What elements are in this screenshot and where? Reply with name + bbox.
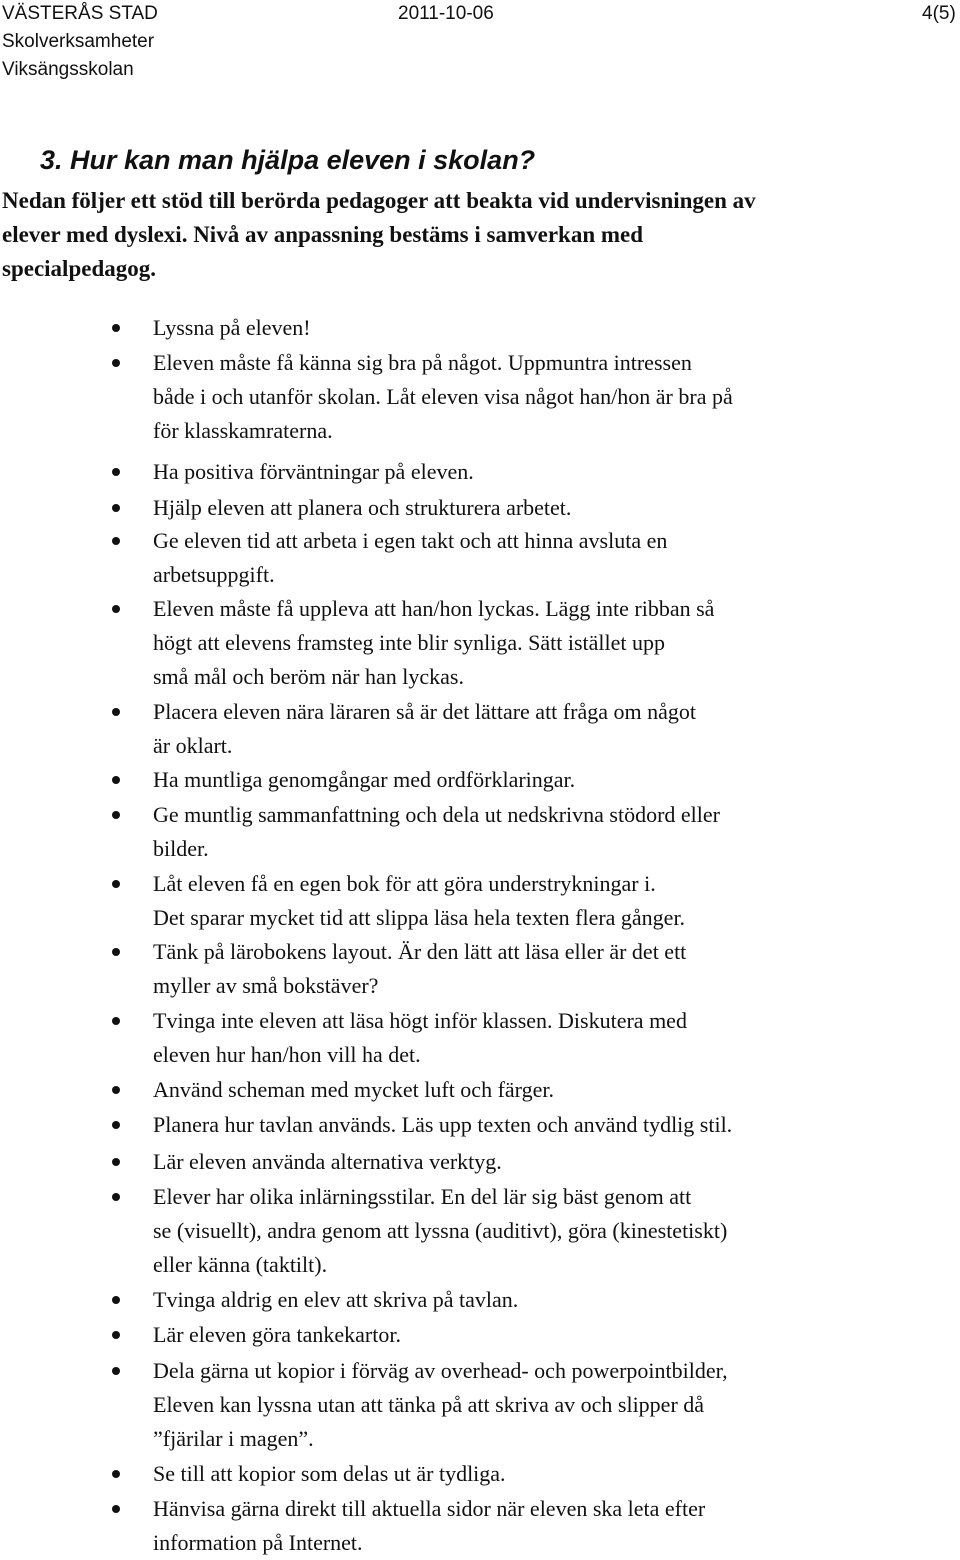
bullet-icon <box>112 708 120 716</box>
list-item-line: Tvinga inte eleven att läsa högt inför klassen. Diskutera med <box>153 1008 687 1033</box>
list-item-line: Använd scheman med mycket luft och färger. <box>153 1077 554 1102</box>
list-item-text <box>153 346 853 448</box>
list-item-text <box>153 1318 853 1352</box>
document-header-organization <box>2 0 158 84</box>
list-item-text <box>153 695 853 763</box>
list-item-line: Ge muntlig sammanfattning och dela ut nedskrivna stödord eller <box>153 802 720 827</box>
bullet-icon <box>112 359 120 367</box>
list-item-line: Ha positiva förväntningar på eleven. <box>153 459 474 484</box>
list-item-line: Lyssna på eleven! <box>153 315 311 340</box>
bullet-icon <box>112 468 120 476</box>
list-item-text <box>153 1354 853 1456</box>
bullet-icon <box>112 1505 120 1513</box>
list-item-line: Tvinga aldrig en elev att skriva på tavlan. <box>153 1287 519 1312</box>
list-item-line: Planera hur tavlan används. Läs upp texten och använd tydlig stil. <box>153 1112 733 1137</box>
list-item-line: Eleven måste få uppleva att han/hon lyckas. Lägg inte ribban så <box>153 596 715 621</box>
bullet-icon <box>112 1470 120 1478</box>
list-item-line: både i och utanför skolan. Låt eleven visa något han/hon är bra på <box>153 384 733 409</box>
bullet-icon <box>112 1158 120 1166</box>
list-item <box>0 592 960 694</box>
list-item <box>0 867 960 935</box>
list-item <box>0 455 960 489</box>
list-item-line: myller av små bokstäver? <box>153 973 379 998</box>
list-item-text <box>153 867 853 935</box>
list-item-text <box>153 1492 853 1560</box>
list-item-text <box>153 935 853 1003</box>
list-item-line: ”fjärilar i magen”. <box>153 1426 314 1451</box>
list-item-line: små mål och beröm när han lyckas. <box>153 664 464 689</box>
list-item-text <box>153 1108 853 1142</box>
list-item-text <box>153 491 853 525</box>
list-item-line: Det sparar mycket tid att slippa läsa hela texten flera gånger. <box>153 905 686 930</box>
intro-line: specialpedagog. <box>2 256 156 281</box>
list-item-text <box>153 311 853 345</box>
list-item-line: Se till att kopior som delas ut är tydliga. <box>153 1461 506 1486</box>
header-page-number: 4(5) <box>922 3 956 24</box>
list-item-text <box>153 1457 853 1491</box>
list-item-text <box>153 592 853 694</box>
list-item <box>0 935 960 1003</box>
list-item-line: Ge eleven tid att arbeta i egen takt och att hinna avsluta en <box>153 528 668 553</box>
list-item-line: Dela gärna ut kopior i förväg av overhead- och powerpointbilder, <box>153 1358 728 1383</box>
list-item <box>0 524 960 592</box>
bullet-icon <box>112 1296 120 1304</box>
bullet-icon <box>112 1017 120 1025</box>
list-item-text <box>153 763 853 797</box>
list-item <box>0 1145 960 1179</box>
header-date: 2011-10-06 <box>398 3 494 24</box>
list-item-line: Placera eleven nära läraren så är det lättare att fråga om något <box>153 699 696 724</box>
bullet-icon <box>112 1193 120 1201</box>
bullet-icon <box>112 880 120 888</box>
bullet-icon <box>112 324 120 332</box>
list-item <box>0 1073 960 1107</box>
list-item-text <box>153 1145 853 1179</box>
list-item-line: högt att elevens framsteg inte blir synliga. Sätt istället upp <box>153 630 666 655</box>
list-item-line: är oklart. <box>153 733 233 758</box>
bullet-icon <box>112 1331 120 1339</box>
list-item-line: Lär eleven göra tankekartor. <box>153 1322 401 1347</box>
bullet-icon <box>112 776 120 784</box>
list-item <box>0 798 960 866</box>
list-item <box>0 1354 960 1456</box>
list-item-text <box>153 1180 853 1282</box>
list-item <box>0 763 960 797</box>
bullet-icon <box>112 537 120 545</box>
list-item <box>0 346 960 448</box>
list-item <box>0 491 960 525</box>
header-org-city: VÄSTERÅS STAD <box>2 3 158 24</box>
list-item-text <box>153 1004 853 1072</box>
list-item-line: Eleven måste få känna sig bra på något. Uppmuntra intressen <box>153 350 692 375</box>
list-item-line: se (visuellt), andra genom att lyssna (auditivt), göra (kinestetiskt) <box>153 1218 728 1243</box>
list-item <box>0 1180 960 1282</box>
list-item-line: Elever har olika inlärningsstilar. En del lär sig bäst genom att <box>153 1184 692 1209</box>
list-item-line: Tänk på lärobokens layout. Är den lätt att läsa eller är det ett <box>153 939 687 964</box>
bullet-icon <box>112 1121 120 1129</box>
list-item <box>0 1492 960 1560</box>
list-item <box>0 1004 960 1072</box>
bullet-icon <box>112 1367 120 1375</box>
header-org-department: Skolverksamheter <box>2 31 155 52</box>
list-item <box>0 1457 960 1491</box>
list-item-text <box>153 524 853 592</box>
list-item-line: bilder. <box>153 836 209 861</box>
list-item <box>0 1283 960 1317</box>
list-item-line: Lär eleven använda alternativa verktyg. <box>153 1149 502 1174</box>
list-item-text <box>153 455 853 489</box>
section-intro <box>2 184 862 286</box>
list-item-line: information på Internet. <box>153 1530 363 1555</box>
bullet-icon <box>112 605 120 613</box>
list-item-line: arbetsuppgift. <box>153 562 275 587</box>
list-item-line: Hänvisa gärna direkt till aktuella sidor när eleven ska leta efter <box>153 1496 706 1521</box>
list-item-text <box>153 1073 853 1107</box>
list-item <box>0 1108 960 1142</box>
intro-line: Nedan följer ett stöd till berörda pedagoger att beakta vid undervisningen av <box>2 188 756 213</box>
header-org-school: Viksängsskolan <box>2 59 134 80</box>
bullet-icon <box>112 811 120 819</box>
section-title: 3. Hur kan man hjälpa eleven i skolan? <box>40 145 536 175</box>
list-item-line: för klasskamraterna. <box>153 418 333 443</box>
list-item <box>0 695 960 763</box>
list-item-line: Låt eleven få en egen bok för att göra understrykningar i. <box>153 871 656 896</box>
bullet-icon <box>112 1086 120 1094</box>
list-item <box>0 1318 960 1352</box>
intro-line: elever med dyslexi. Nivå av anpassning bestäms i samverkan med <box>2 222 644 247</box>
list-item-line: eller känna (taktilt). <box>153 1252 328 1277</box>
bullet-icon <box>112 948 120 956</box>
list-item-text <box>153 798 853 866</box>
list-item-line: Hjälp eleven att planera och strukturera arbetet. <box>153 495 572 520</box>
list-item-line: Eleven kan lyssna utan att tänka på att skriva av och slipper då <box>153 1392 705 1417</box>
list-item-line: eleven hur han/hon vill ha det. <box>153 1042 421 1067</box>
list-item <box>0 311 960 345</box>
bullet-icon <box>112 504 120 512</box>
list-item-text <box>153 1283 853 1317</box>
list-item-line: Ha muntliga genomgångar med ordförklaringar. <box>153 767 576 792</box>
